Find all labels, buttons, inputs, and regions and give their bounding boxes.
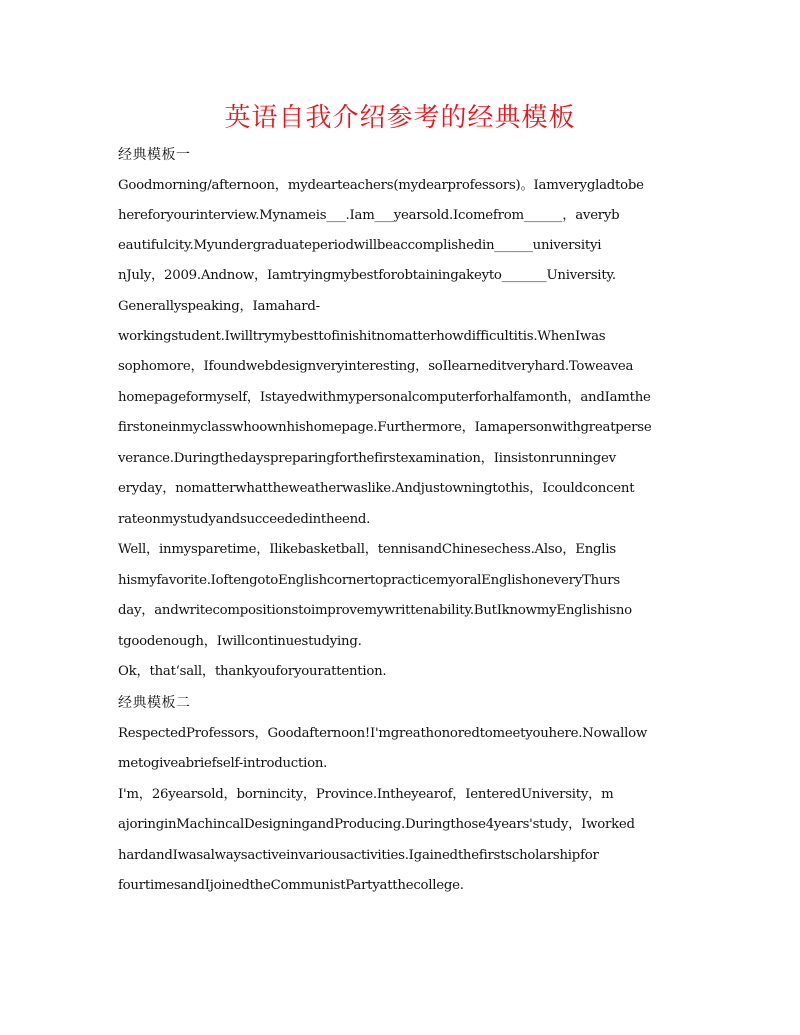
body-line: firstoneinmyclasswhoownhishomepage.Furthermore，Iamapersonwithgreatperse	[118, 420, 652, 435]
body-line: hardandIwasalwaysactiveinvariousactivities.Igainedthefirstscholarshipfor	[118, 848, 599, 863]
body-line: metogiveabriefself-introduction.	[118, 756, 328, 771]
body-line: homepageformyself，Istayedwithmypersonalcomputerforhalfamonth，andIamthe	[118, 390, 651, 405]
body-line: sophomore，Ifoundwebdesignveryinteresting，soIlearneditveryhard.Toweavea	[118, 359, 634, 374]
body-line: Ok，that‘sall，thankyouforyourattention.	[118, 664, 387, 679]
body-line: fourtimesandIjoinedtheCommunistPartyatthecollege.	[118, 878, 464, 893]
body-line: eautifulcity.Myundergraduateperiodwillbeaccomplishedin______universityi	[118, 238, 602, 253]
body-line: hismyfavorite.IoftengotoEnglishcornertopracticemyoralEnglishoneveryThurs	[118, 573, 620, 588]
body-line: verance.Duringthedayspreparingforthefirstexamination，Iinsistonrunningev	[118, 451, 616, 466]
body-line: Goodmorning/afternoon，mydearteachers(mydearprofessors)。Iamverygladtobe	[118, 178, 644, 193]
section-heading: 经典模板二	[118, 695, 191, 711]
body-line: RespectedProfessors，Goodafternoon!I'mgreathonoredtomeetyouhere.Nowallow	[118, 726, 648, 741]
body-line: day，andwritecompositionstoimprovemywrittenability.ButIknowmyEnglishisno	[118, 603, 632, 618]
body-line: rateonmystudyandsucceededintheend.	[118, 512, 371, 527]
body-line: Well，inmysparetime，Ilikebasketball，tennisandChinesechess.Also，Englis	[118, 542, 616, 557]
body-line: Generallyspeaking，Iamahard-	[118, 299, 320, 314]
body-line: I'm，26yearsold，bornincity，Province.Intheyearof，IenteredUniversity，m	[118, 787, 614, 802]
body-line: nJuly，2009.Andnow，Iamtryingmybestforobtainingakeyto_______University.	[118, 268, 616, 283]
body-line: eryday，nomatterwhattheweatherwaslike.Andjustowningtothis，Icouldconcent	[118, 481, 635, 496]
body-line: hereforyourinterview.Mynameis___.Iam___yearsold.Icomefrom______，averyb	[118, 208, 620, 223]
body-line: tgoodenough，Iwillcontinuestudying.	[118, 634, 362, 649]
body-line: workingstudent.Iwilltrymybesttofinishitnomatterhowdifficultitis.WhenIwas	[118, 329, 606, 344]
section-heading: 经典模板一	[118, 147, 191, 163]
document-title: 英语自我介绍参考的经典模板	[224, 103, 576, 133]
body-line: ajoringinMachincalDesigningandProducing.Duringthose4years'study，Iworked	[118, 817, 635, 832]
